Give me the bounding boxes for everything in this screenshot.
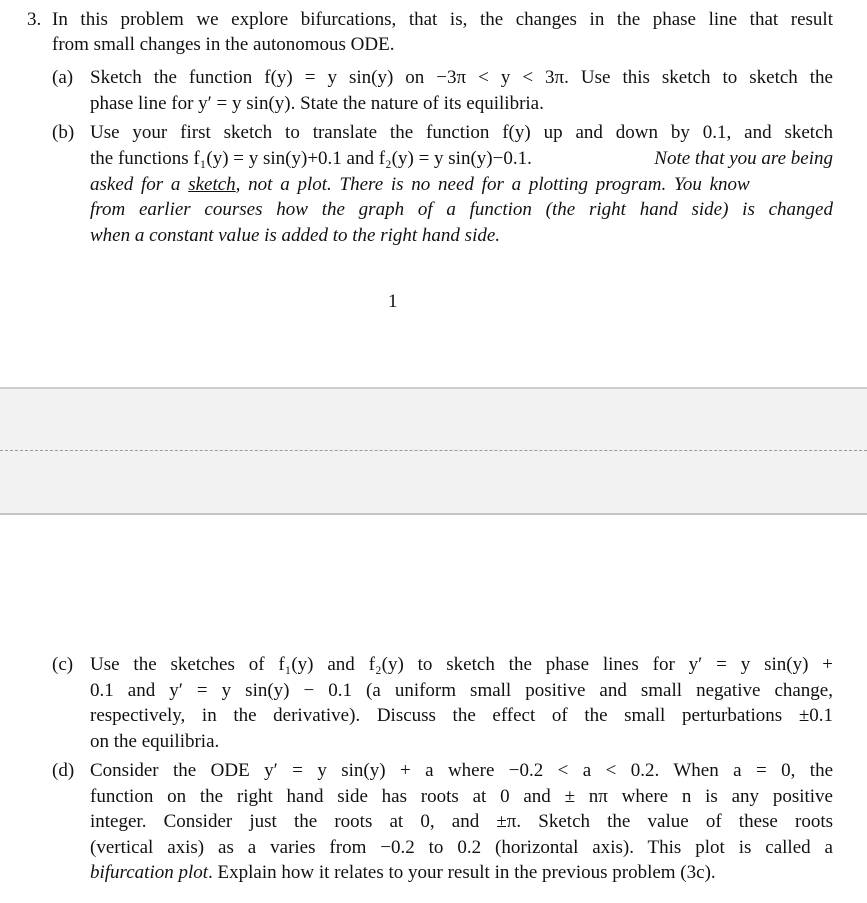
part-b-note: asked for a <box>90 174 181 195</box>
emphasis-sketch: sketch <box>188 174 236 195</box>
page-number: 1 <box>388 291 398 312</box>
part-c-label: (c) <box>52 654 74 675</box>
part-b-line <box>90 173 833 197</box>
intro-line: from small changes in the autonomous ODE. <box>52 34 395 55</box>
part-b-line: Use your first sketch to translate the function f(y) up and down by 0.1, and sketch <box>90 122 833 143</box>
term-bifurcation-plot: bifurcation plot <box>90 862 209 883</box>
part-b-note: , not a plot. There is no need for a plotting program. You know <box>235 174 750 195</box>
intro-line: In this problem we explore bifurcations, that is, the changes in the phase line that result <box>52 9 833 30</box>
part-b-note: Note that you are being <box>654 148 833 169</box>
page-gap <box>0 387 867 515</box>
part-b-line: when a constant value is added to the right hand side. <box>90 225 501 246</box>
part-c-line: Use the sketches of f₁(y) and f₂(y) to sketch the phase lines for y′ = y sin(y) + <box>90 654 833 675</box>
part-d-line: (vertical axis) as a varies from −0.2 to 0.2 (horizontal axis). This plot is called a <box>90 837 833 858</box>
part-d-text: . Explain how it relates to your result in the previous problem (3c). <box>208 862 716 883</box>
part-b-text: the functions f₁(y) = y sin(y)+0.1 and f₂(y) = y sin(y)−0.1. <box>90 148 532 169</box>
part-b-line <box>90 147 833 171</box>
part-a-line: phase line for y′ = y sin(y). State the nature of its equilibria. <box>90 93 544 114</box>
part-d-line: Consider the ODE y′ = y sin(y) + a where −0.2 < a < 0.2. When a = 0, the <box>90 760 833 781</box>
part-d-line: function on the right hand side has roots at 0 and ± nπ where n is any positive <box>90 786 833 807</box>
part-d-line: integer. Consider just the roots at 0, and ±π. Sketch the value of these roots <box>90 811 833 832</box>
part-c-line: 0.1 and y′ = y sin(y) − 0.1 (a uniform small positive and small negative change, <box>90 680 833 701</box>
part-c-line: on the equilibria. <box>90 731 220 752</box>
part-a-label: (a) <box>52 67 74 88</box>
part-b-line: from earlier courses how the graph of a function (the right hand side) is changed <box>90 199 833 220</box>
part-d-label: (d) <box>52 760 75 781</box>
part-d-line <box>90 861 716 885</box>
part-a-line: Sketch the function f(y) = y sin(y) on −3π < y < 3π. Use this sketch to sketch the <box>90 67 833 88</box>
problem-number: 3. <box>27 9 42 30</box>
page-break-divider <box>0 450 867 451</box>
part-b-label: (b) <box>52 122 75 143</box>
part-c-line: respectively, in the derivative). Discuss the effect of the small perturbations ±0.1 <box>90 705 833 726</box>
